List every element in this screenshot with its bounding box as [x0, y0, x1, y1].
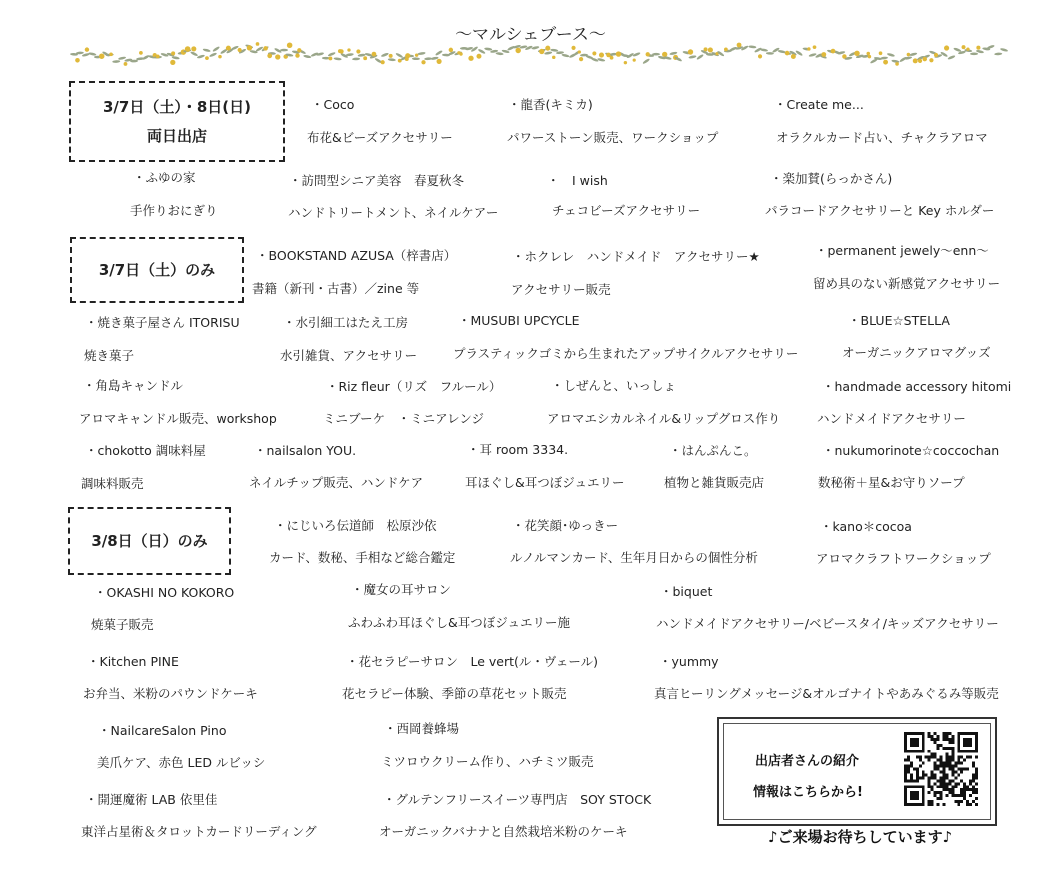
shop-name: ・グルテンフリースイーツ専門店 SOY STOCK	[383, 792, 652, 807]
shop-desc: オーガニックアロマグッズ	[842, 345, 991, 360]
shop-desc: 植物と雑貨販売店	[664, 475, 765, 490]
shop-name: ・しぜんと、いっしょ	[551, 378, 677, 393]
shop-name: ・BOOKSTAND AZUSA（梓書店）	[256, 248, 457, 263]
shop-name: ・にじいろ伝道師 松原沙依	[274, 518, 437, 533]
shop-name: ・開運魔術 LAB 依里佳	[85, 792, 218, 807]
shop-desc: 水引雑貨、アクセサリー	[280, 348, 418, 363]
shop-name: ・ I wish	[547, 173, 608, 188]
shop-name: ・訪問型シニア美容 春夏秋冬	[289, 173, 465, 188]
info-box-line1: 出店者さんの紹介	[755, 754, 860, 769]
shop-desc: オラクルカード占い、チャクラアロマ	[776, 130, 988, 145]
shop-desc: アロマエシカルネイル&リップグロス作り	[547, 411, 781, 426]
shop-name: ・biquet	[660, 584, 713, 599]
shop-name: ・水引細工はたえ工房	[283, 315, 409, 330]
section-both-days-date: 3/7日（土）・8日(日)	[102, 98, 251, 116]
shop-desc: 焼き菓子	[84, 348, 135, 363]
shop-name: ・nailsalon YOU.	[254, 443, 357, 458]
shop-name: ・Coco	[311, 97, 355, 112]
shop-desc: アクセサリー販売	[511, 282, 611, 297]
shop-desc: ハンドトリートメント、ネイルケアー	[288, 205, 499, 220]
qr-code-icon[interactable]	[904, 732, 978, 806]
shop-desc: 美爪ケア、赤色 LED ルビッシ	[97, 755, 266, 770]
shop-desc: 焼菓子販売	[91, 617, 154, 632]
shop-name: ・はんぷんこ。	[669, 443, 757, 458]
shop-name: ・ホクレレ ハンドメイド アクセサリー★	[512, 249, 760, 264]
info-box-line2: 情報はこちらから!	[753, 785, 863, 800]
section-sunday-date: 3/8日（日）のみ	[91, 531, 208, 550]
shop-name: ・ふゆの家	[133, 170, 196, 185]
shop-name: ・耳 room 3334.	[467, 442, 569, 457]
shop-desc: アロマクラフトワークショップ	[816, 551, 991, 566]
shop-name: ・花笑顔･ゆっきー	[512, 518, 619, 533]
shop-name: ・BLUE☆STELLA	[848, 313, 950, 328]
shop-desc: ふわふわ耳ほぐし&耳つぼジュエリー施	[348, 615, 570, 630]
closing-message: ♪ご来場お待ちしています♪	[768, 828, 953, 846]
shop-desc: カード、数秘、手相など総合鑑定	[269, 550, 456, 565]
shop-name: ・MUSUBI UPCYCLE	[458, 313, 580, 328]
shop-name: ・nukumorinote☆coccochan	[822, 443, 1000, 458]
shop-desc: プラスティックゴミから生まれたアップサイクルアクセサリー	[453, 346, 799, 361]
shop-desc: パワーストーン販売、ワークショップ	[507, 130, 719, 145]
shop-desc: 留め具のない新感覚アクセサリー	[813, 276, 1001, 291]
shop-name: ・NailcareSalon Pino	[98, 723, 227, 738]
shop-name: ・花セラピーサロン Le vert(ル・ヴェール)	[346, 654, 599, 669]
shop-desc: 真言ヒーリングメッセージ&オルゴナイトやあみぐるみ等販売	[654, 686, 999, 701]
shop-name: ・角島キャンドル	[83, 378, 184, 393]
shop-name: ・handmade accessory hitomi	[822, 379, 1012, 394]
section-saturday-date: 3/7日（土）のみ	[98, 260, 216, 279]
shop-desc: ハンドメイドアクセサリー/ベビースタイ/キッズアクセサリー	[656, 616, 999, 631]
page-title: 〜マルシェブース〜	[455, 25, 606, 45]
shop-name: ・Riz fleur（リズ フルール）	[326, 379, 502, 394]
shop-name: ・permanent jewely〜enn〜	[815, 243, 989, 258]
shop-desc: 花セラピー体験、季節の草花セット販売	[342, 686, 567, 701]
shop-name: ・魔女の耳サロン	[351, 582, 452, 597]
section-saturday-only	[70, 237, 244, 303]
shop-name: ・龍香(キミカ)	[508, 97, 593, 112]
section-sunday-only	[68, 507, 231, 575]
shop-name: ・OKASHI NO KOKORO	[94, 585, 235, 600]
shop-name: ・chokotto 調味料屋	[85, 443, 206, 458]
section-both-days-label: 両日出店	[146, 126, 207, 145]
shop-desc: 調味料販売	[81, 476, 144, 491]
shop-desc: 耳ほぐし&耳つぼジュエリー	[465, 475, 625, 490]
shop-desc: アロマキャンドル販売、workshop	[79, 411, 277, 426]
shop-desc: 東洋占星術＆タロットカードリーディング	[81, 824, 317, 839]
shop-name: ・kano＊cocoa	[820, 519, 912, 534]
shop-name: ・yummy	[659, 654, 719, 669]
shop-desc: ミツロウクリーム作り、ハチミツ販売	[381, 754, 594, 769]
shop-desc: パラコードアクセサリーと Key ホルダー	[765, 203, 995, 218]
shop-desc: ハンドメイドアクセサリー	[817, 411, 966, 426]
shop-desc: 書籍（新刊・古書）／zine 等	[252, 281, 420, 296]
shop-name: ・Create me...	[774, 97, 864, 112]
mimosa-garland-decoration	[70, 40, 1010, 76]
shop-desc: お弁当、米粉のパウンドケーキ	[83, 686, 258, 701]
shop-desc: チェコビーズアクセサリー	[552, 203, 701, 218]
shop-desc: オーガニックバナナと自然栽培米粉のケーキ	[379, 824, 628, 839]
shop-desc: 手作りおにぎり	[130, 203, 218, 218]
shop-desc: ネイルチップ販売、ハンドケア	[249, 475, 424, 490]
shop-desc: 数秘術＋星&お守りソープ	[818, 475, 965, 490]
shop-name: ・Kitchen PINE	[87, 654, 179, 669]
shop-desc: ミニブーケ ・ミニアレンジ	[323, 411, 485, 426]
shop-name: ・楽加賛(らっかさん)	[770, 171, 893, 186]
shop-desc: ルノルマンカード、生年月日からの個性分析	[510, 550, 758, 565]
section-both-days	[69, 81, 285, 162]
shop-name: ・焼き菓子屋さん ITORISU	[85, 315, 240, 330]
shop-desc: 布花&ビーズアクセサリー	[307, 130, 453, 145]
shop-name: ・西岡養蜂場	[384, 721, 460, 736]
